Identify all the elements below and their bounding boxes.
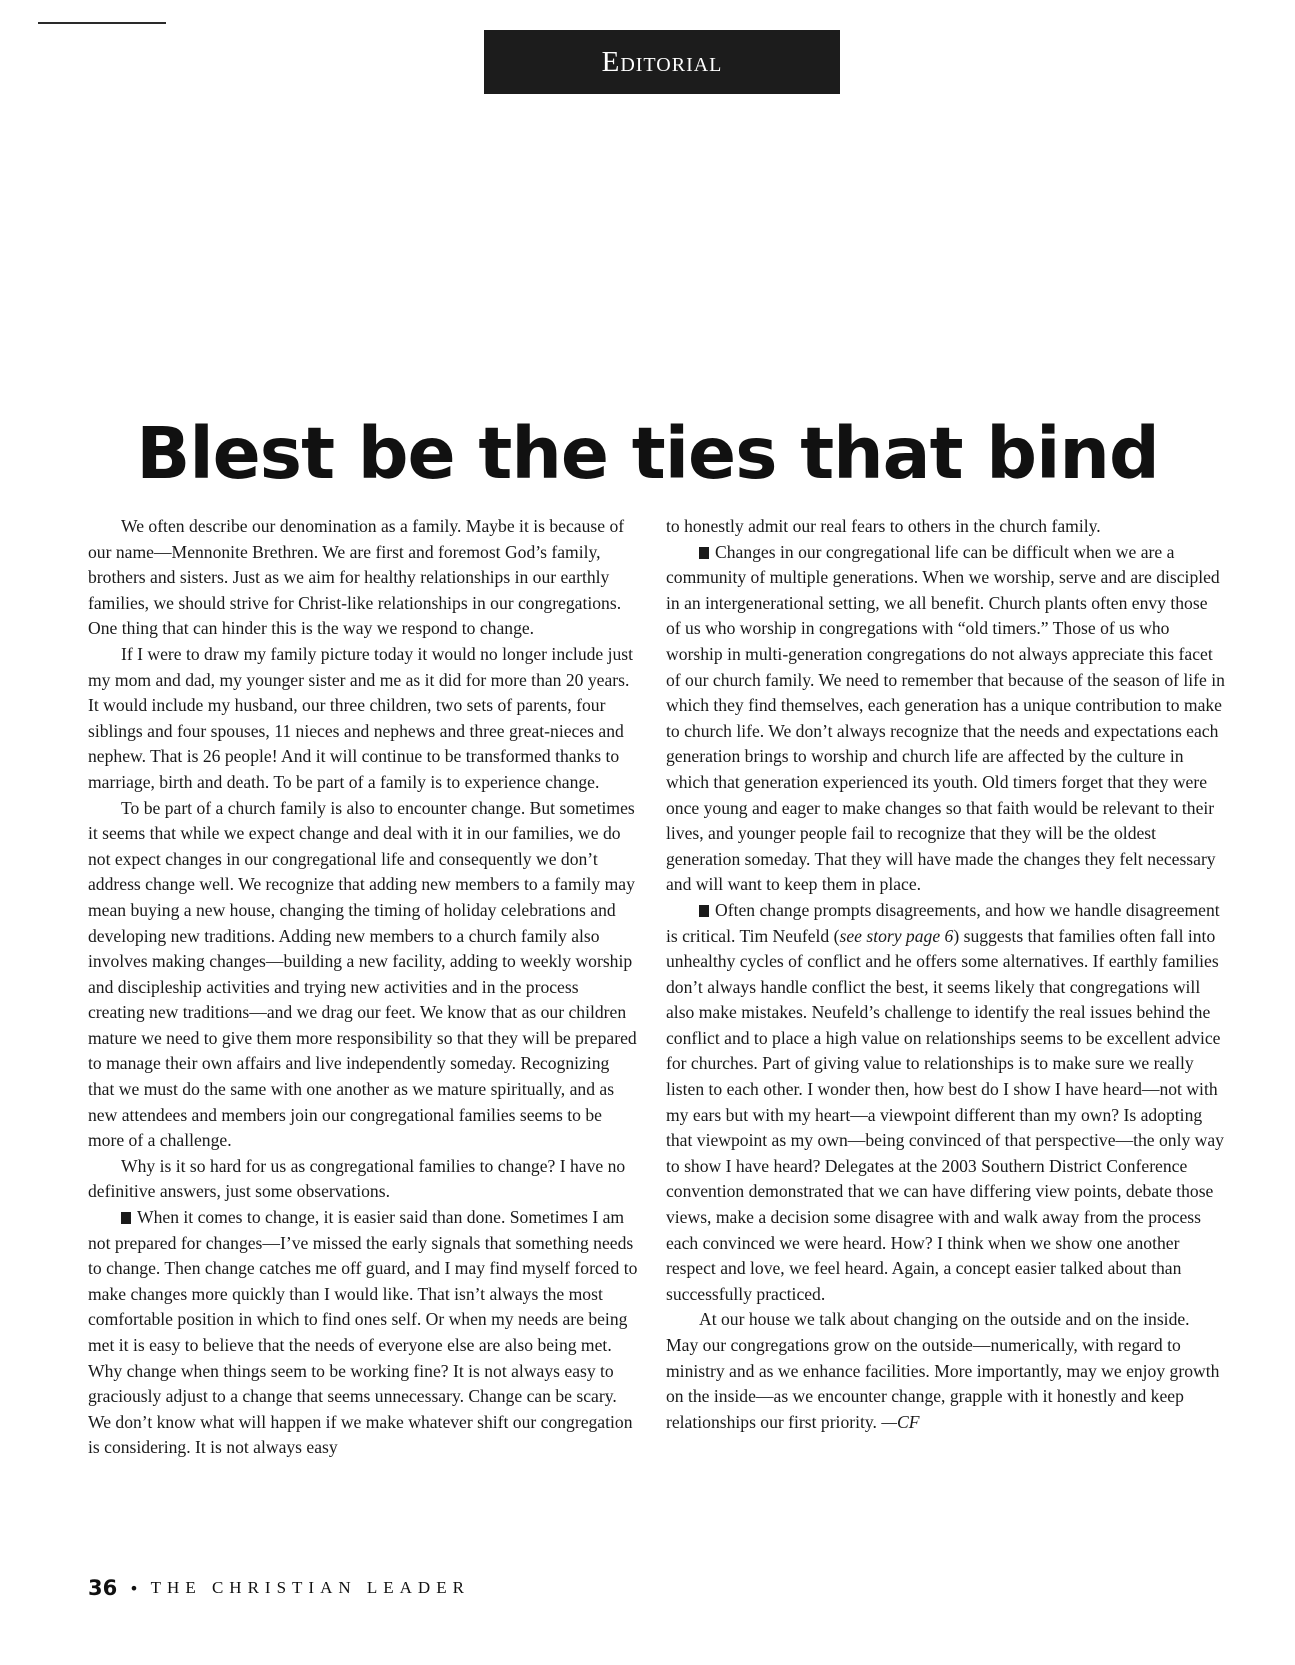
top-rule xyxy=(38,22,166,24)
paragraph: We often describe our denomination as a family. Maybe it is because of our name—Mennonite Brethren. We are first and foremost God’s family, brothers and sisters. Just as we aim for healthy relationships in our earthly families, we should strive for Christ-like relationships in our congregations. One thing that can hinder this is the way we respond to change. xyxy=(88,516,625,639)
section-banner xyxy=(484,30,840,94)
bullet-paragraph xyxy=(666,540,1226,898)
paragraph-text: Changes in our congregational life can be difficult when we are a community of multiple generations. When we worship, serve and are discipled in an intergenerational setting, we all benefit. Church plants often envy those of us who worship in congregations with “old timers.” Those of us who worship in multi-generation congregations do not always appreciate this facet of our church family. We need to remember that because of the season of life in which they find themselves, each generation has a unique contribution to make to church life. We don’t always recognize that the needs and expectations each generation brings to worship and church life are affected by the culture in which that generation experienced its youth. Old timers forget that they were once young and eager to make changes so that faith would be relevant to their lives, and younger people fail to recognize that they will be the oldest generation someday. That they will have made the changes they felt necessary and will want to keep them in place. xyxy=(666,541,1225,895)
square-bullet-icon xyxy=(699,547,709,559)
paragraph-text: At our house we talk about changing on the outside and on the inside. May our congregations grow on the outside—numerically, with regard to ministry and as we enhance facilities. More importantly, may we enjoy growth on the inside—as we encounter change, grapple with it honestly and keep relationships our first priority. xyxy=(666,1309,1220,1432)
page-number: 36 xyxy=(88,1576,118,1600)
left-column xyxy=(88,514,638,1461)
paragraph: To be part of a church family is also to encounter change. But sometimes it seems that while we expect change and deal with it in our families, we do not expect changes in our congregational life and consequently we don’t address change well. We recognize that adding new members to a family may mean buying a new house, changing the timing of holiday celebrations and developing new traditions. Adding new members to a church family also involves making changes—building a new facility, adding to weekly worship and discipleship activities and trying new activities and in the process creating new traditions—and we drag our feet. We know that as our children mature we need to give them more responsibility so that they will be prepared to manage their own affairs and live independently someday. Recognizing that we must do the same with one another as we mature spiritually, and as new attendees and members join our congregational families seems to be more of a challenge. xyxy=(88,797,637,1151)
square-bullet-icon xyxy=(121,1212,131,1224)
page-footer xyxy=(88,1576,470,1600)
paragraph: If I were to draw my family picture today it would no longer include just my mom and dad, my younger sister and me as it did for more than 20 years. It would include my husband, our three children, two sets of parents, four siblings and four spouses, 11 nieces and nephews and three great-nieces and nephew. That is 26 people! And it will continue to be transformed thanks to marriage, birth and death. To be part of a family is to experience change. xyxy=(88,643,634,792)
bullet-paragraph xyxy=(88,1205,638,1461)
paragraph-text: ) suggests that families often fall into unhealthy cycles of conflict and he offers some alternatives. If earthly families don’t always handle conflict the best, it seems likely that congregations will also make mistakes. Neufeld’s challenge to identify the real issues behind the conflict and to place a high value on relationships seems to be excellent advice for churches. Part of giving value to relationships is to make sure we really listen to each other. I wonder then, how best do I show I have heard—not with my ears but with my heart—a viewpoint different than my own? Is adopting that viewpoint as my own—being convinced of that perspective—the only way to show I have heard? Delegates at the 2003 Southern District Conference convention demonstrated that we can have differing view points, debate those views, make a decision some disagree with and walk away from the process each convinced we were heard. How? I think when we show one another respect and love, we feel heard. Again, a concept easier talked about than successfully practiced. xyxy=(666,925,1224,1304)
section-label: Editorial xyxy=(601,45,723,78)
footer-separator: • xyxy=(129,1578,139,1598)
paragraph-text: When it comes to change, it is easier said than done. Sometimes I am not prepared for changes—I’ve missed the early signals that something needs to change. Then change catches me off guard, and I may find myself forced to make changes more quickly than I would like. That isn’t always the most comfortable position in which to find ones self. Or when my needs are being met it is easy to believe that the needs of everyone else are also being met. Why change when things seem to be working fine? It is not always easy to graciously adjust to a change that seems unnecessary. Change can be scary. We don’t know what will happen if we make whatever shift our congregation is considering. It is not always easy xyxy=(88,1207,638,1458)
story-reference: see story page 6 xyxy=(839,925,954,946)
paragraph-continued: to honestly admit our real fears to others in the church family. xyxy=(666,516,1101,536)
paragraph xyxy=(666,1307,1226,1435)
paragraph: Why is it so hard for us as congregational families to change? I have no definitive answers, just some observations. xyxy=(88,1155,626,1202)
article-headline: Blest be the ties that bind xyxy=(136,412,1159,495)
right-column xyxy=(666,514,1226,1435)
bullet-paragraph xyxy=(666,898,1226,1308)
square-bullet-icon xyxy=(699,905,709,917)
paragraph-text: Often change prompts disagreements, and how we handle disagreement is critical. Tim Neufeld ( xyxy=(666,899,1220,946)
publication-name: THE CHRISTIAN LEADER xyxy=(150,1578,470,1597)
author-signature: —CF xyxy=(881,1411,920,1432)
